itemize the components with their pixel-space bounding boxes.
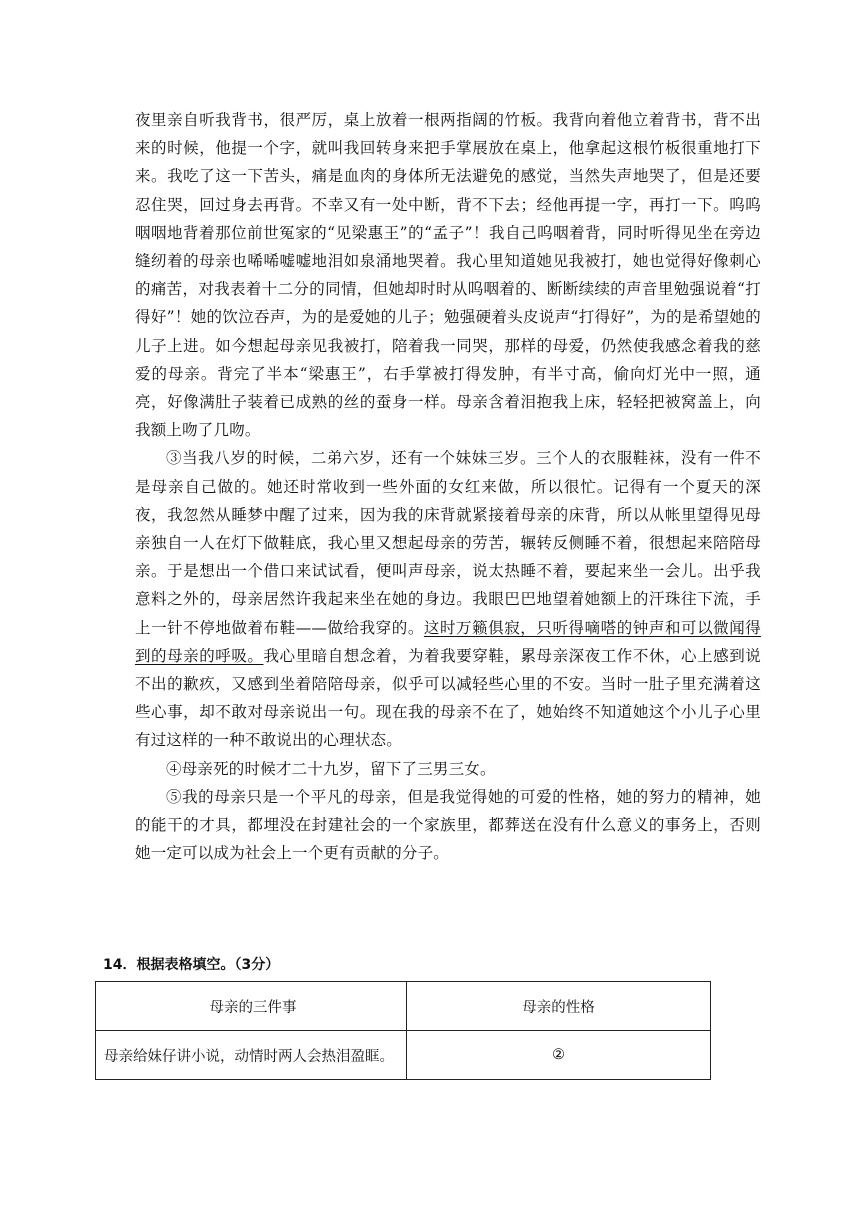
paragraph-3-text-before: ③当我八岁的时候，二弟六岁，还有一个妹妹三岁。三个人的衣服鞋袜，没有一件不是母亲自己做的。她还时常收到一些外面的女红来做，所以很忙。记得有一个夏天的深夜，我忽然从睡梦中醒了过来，因为我的床背就紧接着母亲的床背，所以从帐里望得见母亲独自一人在灯下做鞋底，我心里又想起母亲的劳苦，辗转反侧睡不着，很想起来陪陪母亲。于是想出一个借口来试试看，便叫声母亲，说太热睡不着，要起来坐一会儿。出乎我意料之外的，母亲居然许我起来坐在她的身边。我眼巴巴地望着她额上的汗珠往下流，手上一针不停地做着布鞋——做给我穿的。 (135, 449, 761, 637)
underlined-sentence: 这时万籁俱寂，只听得嘀嗒的钟声和可以微闻得到的母亲的呼吸。 (135, 618, 761, 665)
passage-paragraph-4: ④母亲死的时候才二十九岁，留下了三男三女。 (166, 759, 496, 778)
passage-paragraph-2: 夜里亲自听我背书，很严厉，桌上放着一根两指阔的竹板。我背向着他立着背书，背不出来的时候，他提一个字，就叫我回转身来把手掌展放在桌上，他拿起这根竹板很重地打下来。我吃了这一下苦头，痛是血肉的身体所无法避免的感觉，当然失声地哭了，但是还要忍住哭，回过身去再背。不幸又有一处中断，背不下去；经他再提一字，再打一下。呜呜咽咽地背着那位前世冤家的“见梁惠王”的“孟子”！我自己呜咽着背，同时听得见坐在旁边缝纫着的母亲也唏唏嘘嘘地泪如泉涌地哭着。我心里知道她见我被打，她也觉得好像刺心的痛苦，对我表着十二分的同情，但她却时时从呜咽着的、断断续续的声音里勉强说着“打得好”！她的饮泣吞声，为的是爱她的儿子；勉强硬着头皮说声“打得好”，为的是希望她的儿子上进。如今想起母亲见我被打，陪着我一同哭，那样的母爱，仍然使我感念着我的慈爱的母亲。背完了半本“梁惠王”，右手掌被打得发肿，有半寸高，偷向灯光中一照，通亮，好像满肚子装着已成熟的丝的蚕身一样。母亲含着泪抱我上床，轻轻把被窝盖上，向我额上吻了几吻。 (135, 111, 761, 440)
reading-passage (135, 106, 761, 867)
answer-table (95, 981, 711, 1080)
table-header-cell: 母亲的性格 (407, 982, 711, 1031)
passage-paragraph-5: ⑤我的母亲只是一个平凡的母亲，但是我觉得她的可爱的性格，她的努力的精神，她的能干的才具，都埋没在封建社会的一个家族里，都葬送在没有什么意义的事务上，否则她一定可以成为社会上一个更有贡献的分子。 (135, 787, 761, 863)
paragraph-3-text-after: 我心里暗自想念着，为着我要穿鞋，累母亲深夜工作不休，心上感到说不出的歉疚，又感到坐着陪陪母亲，似乎可以减轻些心里的不安。当时一肚子里充满着这些心事，却不敢对母亲说出一句。现在我的母亲不在了，她始终不知道她这个小儿子心里有过这样的一种不敢说出的心理状态。 (135, 646, 761, 750)
table-cell: 母亲给妹仔讲小说，动情时两人会热泪盈眶。 (96, 1031, 407, 1080)
question-14-label: 14．根据表格填空。（3分） (103, 957, 280, 973)
table-header-row (96, 982, 711, 1031)
table-row (96, 1031, 711, 1080)
passage-paragraph-3 (135, 444, 761, 754)
answer-blank-cell[interactable]: ② (407, 1031, 711, 1080)
table-header-cell: 母亲的三件事 (96, 982, 407, 1031)
